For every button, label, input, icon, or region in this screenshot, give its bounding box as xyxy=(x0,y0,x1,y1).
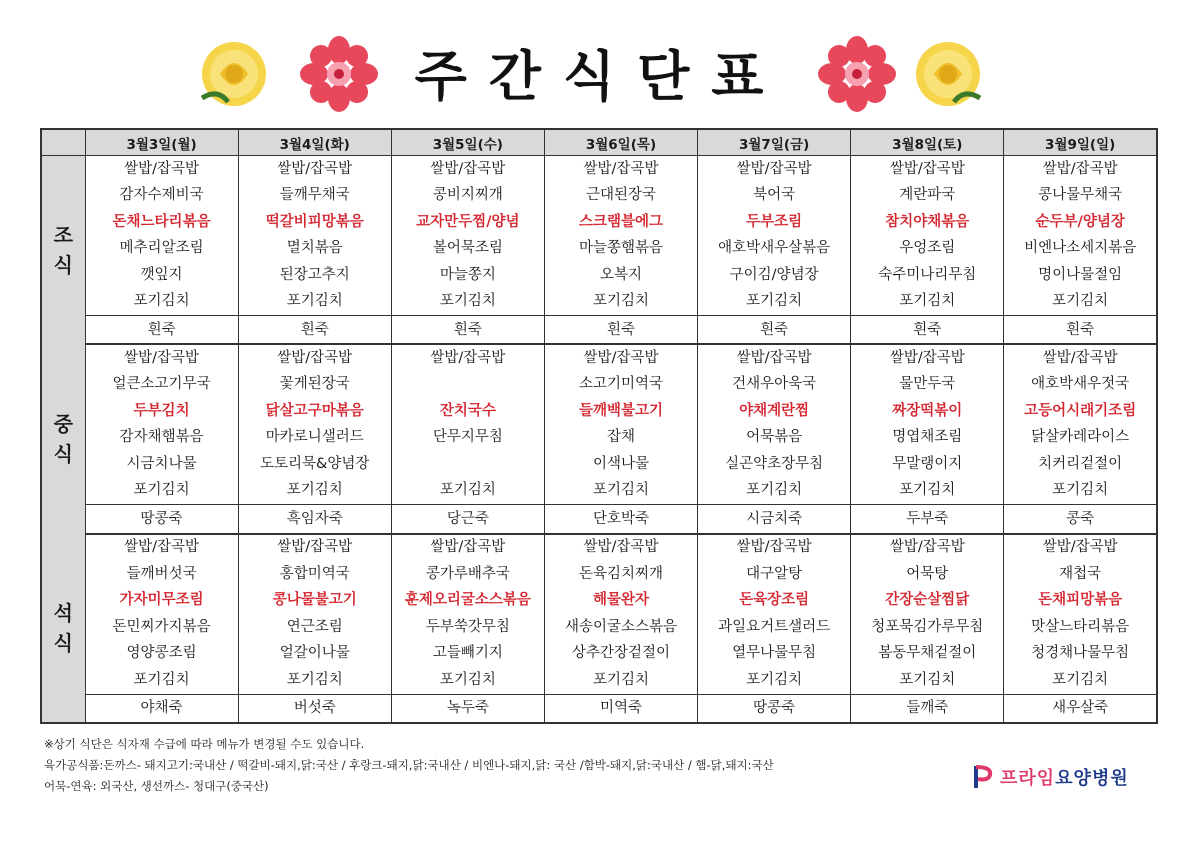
porridge-item: 두부죽 xyxy=(851,505,1004,534)
menu-row xyxy=(41,344,1157,372)
meal-label-char: 식 xyxy=(53,630,73,655)
menu-item: 얼큰소고기무국 xyxy=(85,372,238,399)
menu-item: 해물완자 xyxy=(544,588,697,615)
menu-item: 포기김치 xyxy=(238,667,391,694)
porridge-item: 흰죽 xyxy=(391,316,544,345)
menu-item: 북어국 xyxy=(698,183,851,210)
day-header-0: 3월3일(월) xyxy=(85,129,238,156)
meal-label xyxy=(41,156,85,345)
menu-item: 콩가루배추국 xyxy=(391,561,544,588)
menu-item: 포기김치 xyxy=(544,667,697,694)
porridge-item: 땅콩죽 xyxy=(698,694,851,723)
porridge-item: 녹두죽 xyxy=(391,694,544,723)
menu-item: 재첩국 xyxy=(1004,561,1157,588)
menu-item: 쌀밥/잡곡밥 xyxy=(544,156,697,183)
porridge-item: 흰죽 xyxy=(238,316,391,345)
menu-item: 야채계란찜 xyxy=(698,398,851,425)
day-header-5: 3월8일(토) xyxy=(851,129,1004,156)
porridge-item: 단호박죽 xyxy=(544,505,697,534)
menu-item: 포기김치 xyxy=(698,289,851,316)
menu-row xyxy=(41,289,1157,316)
menu-row xyxy=(41,262,1157,289)
menu-item: 홍합미역국 xyxy=(238,561,391,588)
porridge-item: 새우살죽 xyxy=(1004,694,1157,723)
menu-item: 훈제오리굴소스볶음 xyxy=(391,588,544,615)
menu-item: 포기김치 xyxy=(391,289,544,316)
day-header-6: 3월9일(일) xyxy=(1004,129,1157,156)
menu-item: 마늘쫑지 xyxy=(391,262,544,289)
footer-notes xyxy=(44,734,774,797)
menu-row xyxy=(41,183,1157,210)
menu-item: 시금치나물 xyxy=(85,451,238,478)
menu-item: 순두부/양념장 xyxy=(1004,209,1157,236)
porridge-item: 미역죽 xyxy=(544,694,697,723)
menu-item: 도토리묵&양념장 xyxy=(238,451,391,478)
menu-item: 포기김치 xyxy=(391,478,544,505)
yellow-rose-icon xyxy=(198,38,270,110)
menu-item: 우엉조림 xyxy=(851,236,1004,263)
menu-item: 쌀밥/잡곡밥 xyxy=(1004,344,1157,372)
menu-item: 쌀밥/잡곡밥 xyxy=(698,156,851,183)
menu-item: 교자만두찜/양념 xyxy=(391,209,544,236)
menu-item: 실곤약초장무침 xyxy=(698,451,851,478)
hospital-logo xyxy=(972,764,1129,790)
menu-item: 건새우아욱국 xyxy=(698,372,851,399)
menu-item: 돈채느타리볶음 xyxy=(85,209,238,236)
menu-item: 잔치국수 xyxy=(391,398,544,425)
menu-item: 포기김치 xyxy=(85,667,238,694)
pink-flower-icon xyxy=(818,36,896,112)
menu-item: 청포묵김가루무침 xyxy=(851,614,1004,641)
menu-item: 마늘쫑햄볶음 xyxy=(544,236,697,263)
menu-item: 돈민찌가지볶음 xyxy=(85,614,238,641)
porridge-item: 들깨죽 xyxy=(851,694,1004,723)
meal-label-char: 식 xyxy=(53,441,73,466)
porridge-item: 당근죽 xyxy=(391,505,544,534)
menu-item: 비엔나소세지볶음 xyxy=(1004,236,1157,263)
menu-item: 애호박새우젓국 xyxy=(1004,372,1157,399)
menu-item: 들깨무채국 xyxy=(238,183,391,210)
menu-item: 영양콩조림 xyxy=(85,641,238,668)
menu-item: 포기김치 xyxy=(238,289,391,316)
menu-item: 포기김치 xyxy=(544,289,697,316)
menu-item: 치커리겉절이 xyxy=(1004,451,1157,478)
menu-item: 들깨버섯국 xyxy=(85,561,238,588)
menu-item: 쌀밥/잡곡밥 xyxy=(238,534,391,562)
menu-item: 고등어시래기조림 xyxy=(1004,398,1157,425)
menu-item: 떡갈비피망볶음 xyxy=(238,209,391,236)
menu-item xyxy=(391,451,544,478)
menu-item: 애호박새우살볶음 xyxy=(698,236,851,263)
menu-item: 된장고추지 xyxy=(238,262,391,289)
menu-item: 이색나물 xyxy=(544,451,697,478)
menu-item: 포기김치 xyxy=(85,478,238,505)
menu-item: 콩나물불고기 xyxy=(238,588,391,615)
menu-item: 쌀밥/잡곡밥 xyxy=(851,534,1004,562)
menu-item: 쌀밥/잡곡밥 xyxy=(391,156,544,183)
menu-item: 포기김치 xyxy=(851,289,1004,316)
meal-label xyxy=(41,534,85,723)
menu-item: 쌀밥/잡곡밥 xyxy=(698,534,851,562)
meal-label-char: 식 xyxy=(53,253,73,278)
menu-item: 쌀밥/잡곡밥 xyxy=(698,344,851,372)
menu-row xyxy=(41,372,1157,399)
menu-item: 쌀밥/잡곡밥 xyxy=(544,344,697,372)
menu-item: 돈채피망볶음 xyxy=(1004,588,1157,615)
porridge-item: 땅콩죽 xyxy=(85,505,238,534)
menu-item: 물만두국 xyxy=(851,372,1004,399)
menu-item: 감자수제비국 xyxy=(85,183,238,210)
menu-item: 쌀밥/잡곡밥 xyxy=(85,534,238,562)
meal-label xyxy=(41,344,85,533)
menu-item: 쌀밥/잡곡밥 xyxy=(544,534,697,562)
menu-item: 명이나물절임 xyxy=(1004,262,1157,289)
menu-item: 두부조림 xyxy=(698,209,851,236)
menu-item: 닭살고구마볶음 xyxy=(238,398,391,425)
day-header-4: 3월7일(금) xyxy=(698,129,851,156)
menu-row xyxy=(41,451,1157,478)
menu-item: 돈육장조림 xyxy=(698,588,851,615)
menu-row xyxy=(41,425,1157,452)
meal-label-char: 석 xyxy=(53,600,73,625)
porridge-row xyxy=(41,694,1157,723)
notice-text: ※상기 식단은 식자재 수급에 따라 메뉴가 변경될 수도 있습니다. xyxy=(44,737,365,751)
menu-item: 멸치볶음 xyxy=(238,236,391,263)
menu-item: 두부김치 xyxy=(85,398,238,425)
menu-item: 들깨백불고기 xyxy=(544,398,697,425)
menu-item: 포기김치 xyxy=(391,667,544,694)
menu-row xyxy=(41,534,1157,562)
menu-item: 단무지무침 xyxy=(391,425,544,452)
menu-item: 잡채 xyxy=(544,425,697,452)
menu-item: 명엽채조림 xyxy=(851,425,1004,452)
hospital-name-part1: 프라임 xyxy=(1000,768,1056,789)
page-title: 주간식단표 xyxy=(414,45,786,108)
day-header-row xyxy=(41,129,1157,156)
porridge-item: 흰죽 xyxy=(544,316,697,345)
porridge-item: 흰죽 xyxy=(851,316,1004,345)
menu-item: 쌀밥/잡곡밥 xyxy=(391,534,544,562)
menu-item: 새송이굴소스볶음 xyxy=(544,614,697,641)
menu-row xyxy=(41,561,1157,588)
menu-item: 포기김치 xyxy=(698,667,851,694)
porridge-item: 버섯죽 xyxy=(238,694,391,723)
menu-item: 마카로니샐러드 xyxy=(238,425,391,452)
menu-item: 간장순살찜닭 xyxy=(851,588,1004,615)
porridge-row xyxy=(41,505,1157,534)
menu-item: 포기김치 xyxy=(851,478,1004,505)
menu-item: 포기김치 xyxy=(851,667,1004,694)
menu-item: 꽃게된장국 xyxy=(238,372,391,399)
pink-flower-icon xyxy=(300,36,378,112)
menu-row xyxy=(41,588,1157,615)
menu-item: 스크램블에그 xyxy=(544,209,697,236)
menu-row xyxy=(41,398,1157,425)
menu-item: 소고기미역국 xyxy=(544,372,697,399)
menu-item: 포기김치 xyxy=(1004,289,1157,316)
menu-item: 오복지 xyxy=(544,262,697,289)
menu-item: 포기김치 xyxy=(1004,667,1157,694)
menu-item: 상추간장겉절이 xyxy=(544,641,697,668)
menu-item: 근대된장국 xyxy=(544,183,697,210)
meal-label-char: 중 xyxy=(53,411,73,436)
menu-item: 쌀밥/잡곡밥 xyxy=(85,344,238,372)
menu-item: 메추리알조림 xyxy=(85,236,238,263)
porridge-item: 시금치죽 xyxy=(698,505,851,534)
menu-item: 쌀밥/잡곡밥 xyxy=(85,156,238,183)
origin-text: 육가공식품:돈까스- 돼지고기:국내산 / 떡갈비-돼지,닭:국산 / 후랑크-돼지,닭:국내산 / 비엔나-돼지,닭: 국산 /함박-돼지,닭:국내산 / 햄-닭,돼지:국산 xyxy=(44,758,774,772)
menu-item: 과일요거트샐러드 xyxy=(698,614,851,641)
menu-item: 포기김치 xyxy=(85,289,238,316)
meal-label-char: 조 xyxy=(53,223,73,248)
menu-item: 쌀밥/잡곡밥 xyxy=(238,344,391,372)
menu-item: 포기김치 xyxy=(1004,478,1157,505)
menu-item: 두부쑥갓무침 xyxy=(391,614,544,641)
menu-item: 쌀밥/잡곡밥 xyxy=(238,156,391,183)
menu-item: 포기김치 xyxy=(698,478,851,505)
menu-item: 연근조림 xyxy=(238,614,391,641)
menu-item: 얼갈이나물 xyxy=(238,641,391,668)
menu-item: 쌀밥/잡곡밥 xyxy=(851,344,1004,372)
day-header-2: 3월5일(수) xyxy=(391,129,544,156)
menu-item: 무말랭이지 xyxy=(851,451,1004,478)
porridge-row xyxy=(41,316,1157,345)
menu-row xyxy=(41,614,1157,641)
menu-item: 쌀밥/잡곡밥 xyxy=(851,156,1004,183)
menu-item: 계란파국 xyxy=(851,183,1004,210)
menu-row xyxy=(41,209,1157,236)
menu-item: 볼어묵조림 xyxy=(391,236,544,263)
menu-item: 가자미무조림 xyxy=(85,588,238,615)
porridge-item: 콩죽 xyxy=(1004,505,1157,534)
menu-item: 깻잎지 xyxy=(85,262,238,289)
hospital-name-part2: 요양병원 xyxy=(1055,768,1129,789)
menu-row xyxy=(41,641,1157,668)
day-header-3: 3월6일(목) xyxy=(544,129,697,156)
header xyxy=(0,24,1200,110)
porridge-item: 흰죽 xyxy=(1004,316,1157,345)
menu-item: 짜장떡볶이 xyxy=(851,398,1004,425)
menu-item: 감자채햄볶음 xyxy=(85,425,238,452)
yellow-rose-icon xyxy=(912,38,984,110)
porridge-item: 흰죽 xyxy=(85,316,238,345)
weekly-menu-table xyxy=(40,128,1158,724)
porridge-item: 야채죽 xyxy=(85,694,238,723)
menu-row xyxy=(41,667,1157,694)
hospital-logo-icon xyxy=(972,764,994,790)
menu-item: 쌀밥/잡곡밥 xyxy=(1004,534,1157,562)
menu-item: 어묵볶음 xyxy=(698,425,851,452)
menu-item: 돈육김치찌개 xyxy=(544,561,697,588)
menu-item: 어묵탕 xyxy=(851,561,1004,588)
menu-item: 참치야채볶음 xyxy=(851,209,1004,236)
menu-item: 숙주미나리무침 xyxy=(851,262,1004,289)
menu-item: 쌀밥/잡곡밥 xyxy=(391,344,544,372)
menu-item: 포기김치 xyxy=(238,478,391,505)
menu-item: 봄동무채겉절이 xyxy=(851,641,1004,668)
menu-item: 포기김치 xyxy=(544,478,697,505)
porridge-item: 흰죽 xyxy=(698,316,851,345)
hospital-name xyxy=(1000,764,1129,790)
menu-row xyxy=(41,478,1157,505)
menu-item: 쌀밥/잡곡밥 xyxy=(1004,156,1157,183)
menu-item: 맛살느타리볶음 xyxy=(1004,614,1157,641)
menu-item: 구이김/양념장 xyxy=(698,262,851,289)
menu-item: 열무나물무침 xyxy=(698,641,851,668)
corner-cell xyxy=(41,129,85,156)
menu-item: 콩비지찌개 xyxy=(391,183,544,210)
menu-row xyxy=(41,156,1157,183)
menu-item: 청경채나물무침 xyxy=(1004,641,1157,668)
menu-item: 대구알탕 xyxy=(698,561,851,588)
day-header-1: 3월4일(화) xyxy=(238,129,391,156)
origin-text-2: 어묵-연육: 외국산, 생선까스- 청대구(중국산) xyxy=(44,779,269,793)
porridge-item: 흑임자죽 xyxy=(238,505,391,534)
menu-item xyxy=(391,372,544,399)
menu-item: 콩나물무채국 xyxy=(1004,183,1157,210)
menu-item: 고들빼기지 xyxy=(391,641,544,668)
menu-row xyxy=(41,236,1157,263)
menu-item: 닭살카레라이스 xyxy=(1004,425,1157,452)
